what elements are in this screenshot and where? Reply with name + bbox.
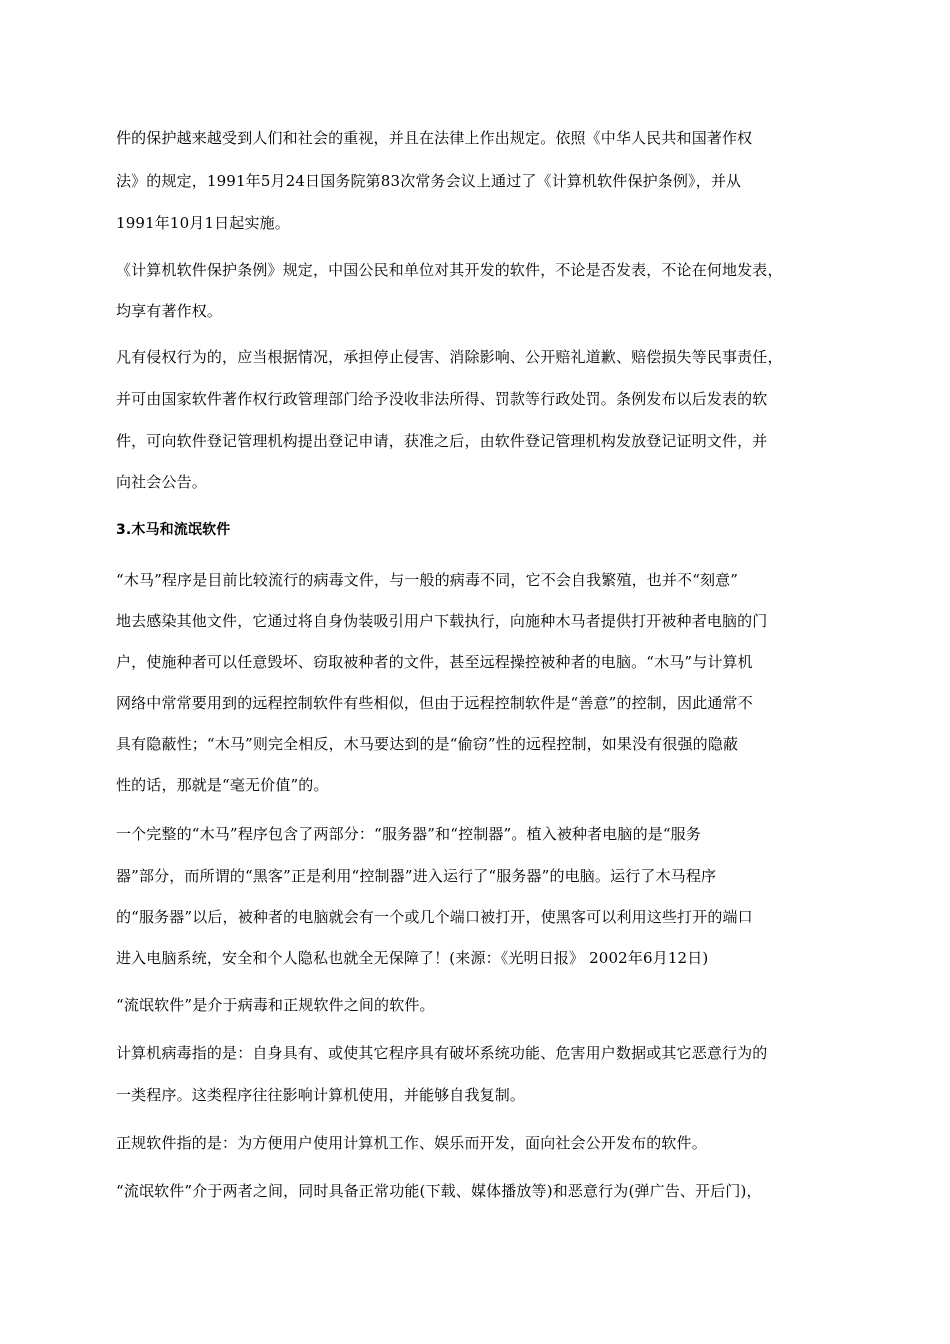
paragraph-line: 进入电脑系统，安全和个人隐私也就全无保障了！(来源：《光明日报》 2002年6月12日) bbox=[116, 949, 709, 967]
paragraph-line: 具有隐蔽性；“木马”则完全相反，木马要达到的是“偷窃”性的远程控制，如果没有很强的隐蔽 bbox=[116, 735, 739, 753]
paragraph-line: 地去感染其他文件，它通过将自身伪装吸引用户下载执行，向施种木马者提供打开被种者电脑的门 bbox=[116, 612, 768, 630]
paragraph-line: 件，可向软件登记管理机构提出登记申请，获准之后，由软件登记管理机构发放登记证明文件，并 bbox=[116, 432, 768, 450]
paragraph-line: 1991年10月1日起实施。 bbox=[116, 214, 290, 232]
paragraph-line: 户，使施种者可以任意毁坏、窃取被种者的文件，甚至远程操控被种者的电脑。“木马”与计算机 bbox=[116, 653, 753, 671]
paragraph-line: 向社会公告。 bbox=[116, 473, 207, 491]
paragraph-line: 《计算机软件保护条例》规定，中国公民和单位对其开发的软件，不论是否发表，不论在何地发表， bbox=[116, 261, 783, 279]
paragraph-line: “木马”程序是目前比较流行的病毒文件，与一般的病毒不同，它不会自我繁殖，也并不“刻意” bbox=[116, 571, 739, 589]
section-heading: 3.木马和流氓软件 bbox=[116, 522, 231, 538]
paragraph-line: 均享有著作权。 bbox=[116, 302, 223, 320]
paragraph-line: 件的保护越来越受到人们和社会的重视，并且在法律上作出规定。依照《中华人民共和国著作权 bbox=[116, 129, 753, 147]
paragraph-line: 性的话，那就是“毫无价值”的。 bbox=[116, 776, 329, 794]
paragraph-line: 网络中常常要用到的远程控制软件有些相似，但由于远程控制软件是“善意”的控制，因此通常不 bbox=[116, 694, 753, 712]
paragraph-line: 法》的规定，1991年5月24日国务院第83次常务会议上通过了《计算机软件保护条例》，并从 bbox=[116, 172, 742, 190]
paragraph-line: “流氓软件”介于两者之间，同时具备正常功能(下载、媒体播放等)和恶意行为(弹广告、开后门)， bbox=[116, 1182, 762, 1200]
paragraph-line: 的“服务器”以后，被种者的电脑就会有一个或几个端口被打开，使黑客可以利用这些打开的端口 bbox=[116, 908, 753, 926]
paragraph-line: 计算机病毒指的是：自身具有、或使其它程序具有破坏系统功能、危害用户数据或其它恶意行为的 bbox=[116, 1044, 768, 1062]
paragraph-line: 一个完整的“木马”程序包含了两部分：“服务器”和“控制器”。植入被种者电脑的是“服务 bbox=[116, 825, 701, 843]
paragraph-line: “流氓软件”是介于病毒和正规软件之间的软件。 bbox=[116, 996, 435, 1014]
paragraph-line: 一类程序。这类程序往往影响计算机使用，并能够自我复制。 bbox=[116, 1086, 526, 1104]
paragraph-line: 凡有侵权行为的，应当根据情况，承担停止侵害、消除影响、公开赔礼道歉、赔偿损失等民事责任， bbox=[116, 348, 783, 366]
paragraph-line: 正规软件指的是：为方便用户使用计算机工作、娱乐而开发，面向社会公开发布的软件。 bbox=[116, 1134, 707, 1152]
paragraph-line: 并可由国家软件著作权行政管理部门给予没收非法所得、罚款等行政处罚。条例发布以后发表的软 bbox=[116, 390, 768, 408]
paragraph-line: 器”部分，而所谓的“黑客”正是利用“控制器”进入运行了“服务器”的电脑。运行了木马程序 bbox=[116, 867, 717, 885]
